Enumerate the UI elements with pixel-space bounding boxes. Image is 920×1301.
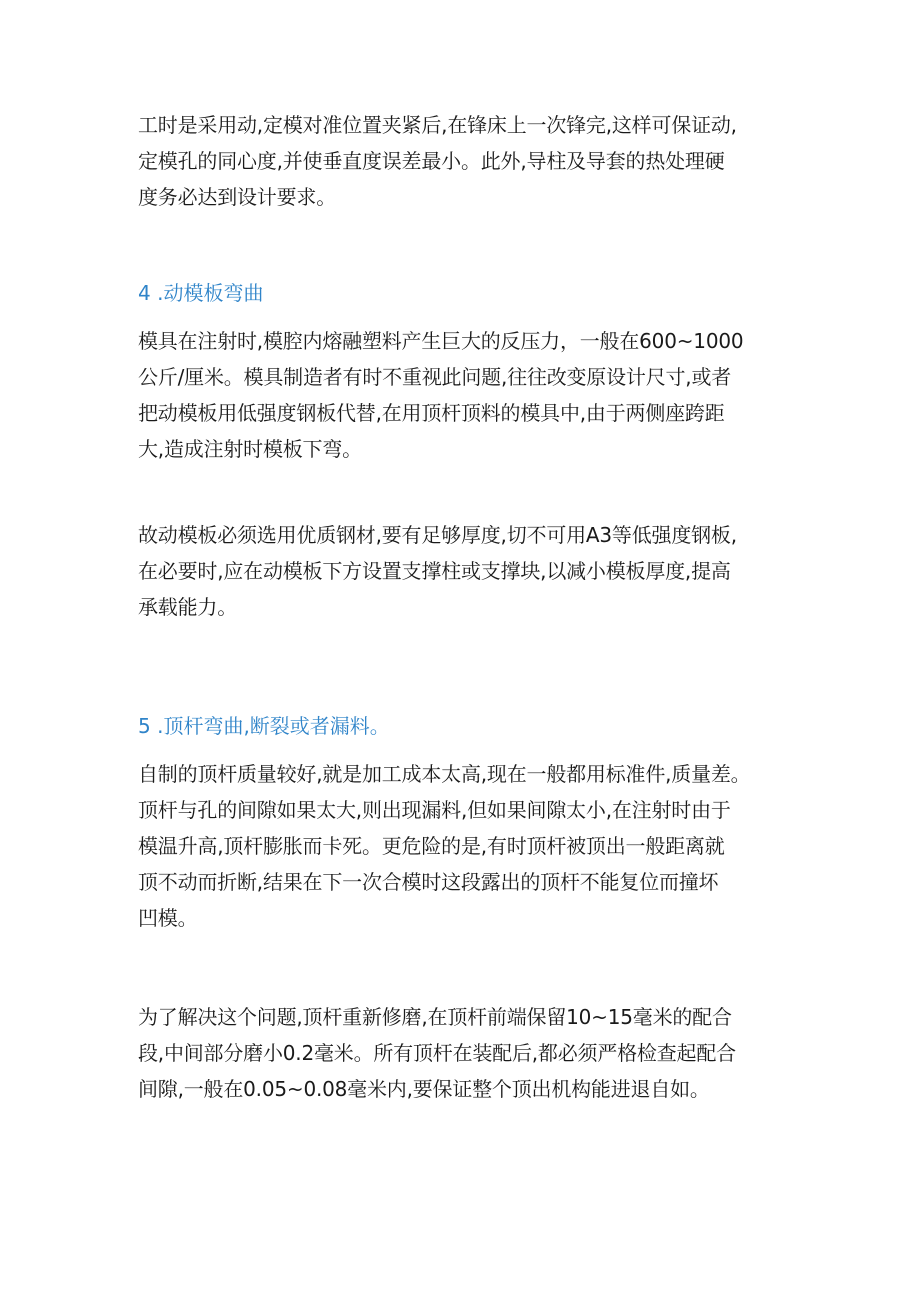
- text-line: 为了解决这个问题,顶杆重新修磨,在顶杆前端保留10~15毫米的配合: [138, 1005, 732, 1029]
- text-line: 公斤/厘米。模具制造者有时不重视此问题,往往改变原设计尺寸,或者: [138, 365, 732, 389]
- text-line: 故动模板必须选用优质钢材,要有足够厚度,切不可用A3等低强度钢板,: [138, 523, 737, 547]
- text-line: 承载能力。: [138, 595, 237, 619]
- section-5-heading: 5 .顶杆弯曲,断裂或者漏料。: [138, 714, 390, 738]
- section-4-paragraph-2: [138, 517, 788, 625]
- text-line: 模温升高,顶杆膨胀而卡死。更危险的是,有时顶杆被顶出一般距离就: [138, 834, 725, 858]
- text-line: 顶不动而折断,结果在下一次合模时这段露出的顶杆不能复位而撞坏: [138, 870, 719, 894]
- section-5-paragraph-2: [138, 999, 788, 1107]
- text-line: 段,中间部分磨小0.2毫米。所有顶杆在装配后,都必须严格检查起配合: [138, 1041, 736, 1065]
- intro-paragraph: [138, 107, 788, 215]
- text-line: 定模孔的同心度,并使垂直度误差最小。此外,导柱及导套的热处理硬: [138, 149, 725, 173]
- text-line: 间隙,一般在0.05~0.08毫米内,要保证整个顶出机构能进退自如。: [138, 1077, 710, 1101]
- text-line: 模具在注射时,模腔内熔融塑料产生巨大的反压力，一般在600~1000: [138, 329, 744, 353]
- text-line: 度务必达到设计要求。: [138, 185, 336, 209]
- text-line: 凹模。: [138, 906, 198, 930]
- text-line: 自制的顶杆质量较好,就是加工成本太高,现在一般都用标准件,质量差。: [138, 762, 751, 786]
- text-line: 工时是采用动,定模对准位置夹紧后,在锋床上一次锋完,这样可保证动,: [138, 113, 737, 137]
- text-line: 大,造成注射时模板下弯。: [138, 437, 362, 461]
- text-line: 在必要时,应在动模板下方设置支撑柱或支撑块,以减小模板厚度,提高: [138, 559, 731, 583]
- text-line: 顶杆与孔的间隙如果太大,则出现漏料,但如果间隙太小,在注射时由于: [138, 798, 731, 822]
- section-4-heading: 4 .动模板弯曲: [138, 281, 264, 305]
- section-4-paragraph-1: [138, 323, 788, 467]
- section-5-paragraph-1: [138, 756, 788, 936]
- text-line: 把动模板用低强度钢板代替,在用顶杆顶料的模具中,由于两侧座跨距: [138, 401, 725, 425]
